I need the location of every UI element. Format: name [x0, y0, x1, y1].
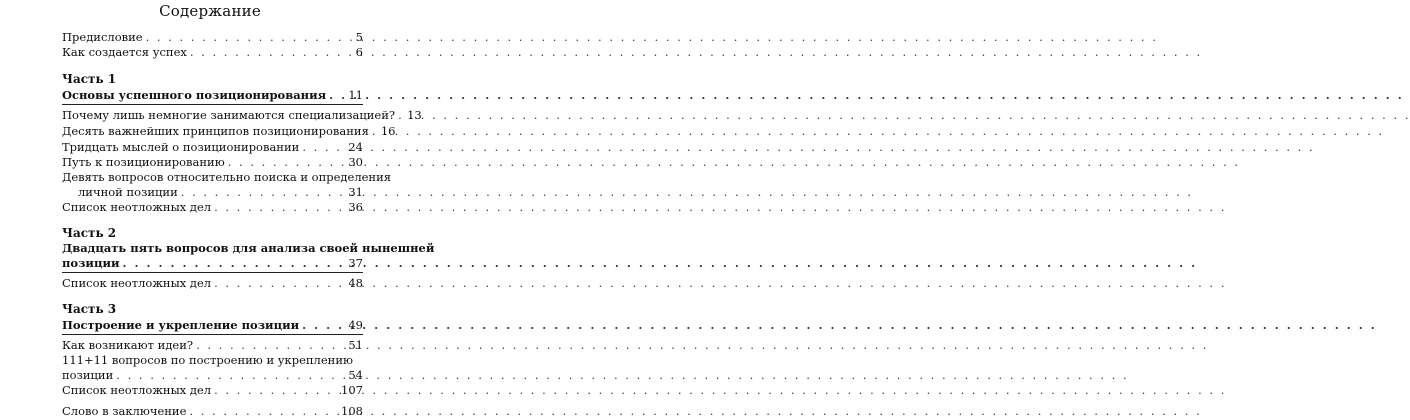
part-2-heading-line1: Двадцать пять вопросов для анализа своей нынешней: [62, 241, 435, 255]
toc-page-number: 16: [380, 124, 396, 138]
toc-page-number: 6: [355, 45, 363, 59]
toc-entry[interactable]: [62, 368, 363, 383]
toc-page-number: 37: [348, 256, 363, 270]
toc-entry-text: Слово в заключение: [62, 404, 187, 418]
part-1-label: Часть 1: [62, 72, 117, 86]
leader-dots: [214, 383, 338, 398]
leader-dots: [190, 45, 353, 60]
section-divider: [62, 272, 363, 273]
toc-entry-checklist[interactable]: [62, 383, 363, 398]
leader-dots: [398, 108, 404, 123]
page-title: Содержание: [159, 2, 261, 20]
section-divider: [62, 104, 363, 105]
toc-entry[interactable]: [62, 108, 422, 123]
toc-page-number: 11: [348, 88, 363, 102]
part-3-heading[interactable]: [62, 318, 363, 333]
leader-dots: [146, 30, 353, 45]
toc-entry-text-line1: 111+11 вопросов по построению и укреплению: [62, 353, 353, 367]
toc-entry-text: Тридцать мыслей о позиционировании: [62, 140, 300, 154]
toc-entry[interactable]: [78, 185, 363, 200]
toc-section-heading: Основы успешного позиционирования: [62, 88, 327, 102]
toc-entry-text-line1: Девять вопросов относительно поиска и определения: [62, 170, 392, 184]
part-2-label: Часть 2: [62, 226, 117, 240]
toc-entry-text: Как возникают идеи?: [62, 338, 194, 352]
leader-dots: [329, 88, 345, 103]
toc-page-number: 49: [348, 318, 363, 332]
leader-dots: [189, 404, 338, 419]
toc-entry-text: Список неотложных дел: [62, 200, 212, 214]
toc-page-number: 108: [341, 404, 363, 418]
toc-entry-closing[interactable]: [62, 404, 363, 419]
leader-dots: [214, 200, 345, 215]
toc-section-heading: Построение и укрепление позиции: [62, 318, 300, 332]
toc-page-number: 24: [348, 140, 363, 154]
leader-dots: [372, 124, 378, 139]
toc-page-number: 107: [341, 383, 363, 397]
leader-dots: [228, 155, 346, 170]
toc-page-number: 30: [348, 155, 363, 169]
toc-page-number: 54: [348, 368, 363, 382]
leader-dots: [302, 140, 345, 155]
toc-entry-checklist[interactable]: [62, 276, 363, 291]
toc-entry[interactable]: [62, 338, 363, 353]
toc-entry-text: Путь к позиционированию: [62, 155, 225, 169]
leader-dots: [181, 185, 346, 200]
part-1-heading[interactable]: [62, 88, 363, 103]
toc-page-number: 13: [407, 108, 422, 122]
toc-entry-text: Десять важнейших принципов позиционирования: [62, 124, 369, 138]
part-3-label: Часть 3: [62, 302, 117, 316]
toc-entry-checklist[interactable]: [62, 200, 363, 215]
toc-entry-text: Предисловие: [62, 30, 143, 44]
toc-entry-text: позиции: [62, 368, 114, 382]
toc-page: [0, 0, 435, 420]
toc-entry-text: Как создается успех: [62, 45, 187, 59]
leader-dots: [116, 368, 345, 383]
leader-dots: [196, 338, 345, 353]
toc-section-heading: позиции: [62, 256, 120, 270]
leader-dots: [214, 276, 345, 291]
toc-entry[interactable]: [62, 155, 363, 170]
toc-page-number: 36: [348, 200, 363, 214]
toc-entry-text: Список неотложных дел: [62, 276, 212, 290]
toc-entry-text: личной позиции: [78, 185, 178, 199]
toc-entry-text: Список неотложных дел: [62, 383, 212, 397]
part-2-heading[interactable]: [62, 256, 363, 271]
toc-entry-success[interactable]: [62, 45, 363, 60]
section-divider: [62, 334, 363, 335]
toc-entry-text: Почему лишь немногие занимаются специализацией?: [62, 108, 396, 122]
toc-entry[interactable]: [62, 140, 363, 155]
toc-page-number: 5: [355, 30, 363, 44]
toc-entry[interactable]: [62, 124, 396, 139]
toc-entry-preface[interactable]: [62, 30, 363, 45]
leader-dots: [302, 318, 345, 333]
toc-page-number: 48: [348, 276, 363, 290]
toc-page-number: 51: [348, 338, 363, 352]
leader-dots: [123, 256, 346, 271]
toc-page-number: 31: [348, 185, 363, 199]
